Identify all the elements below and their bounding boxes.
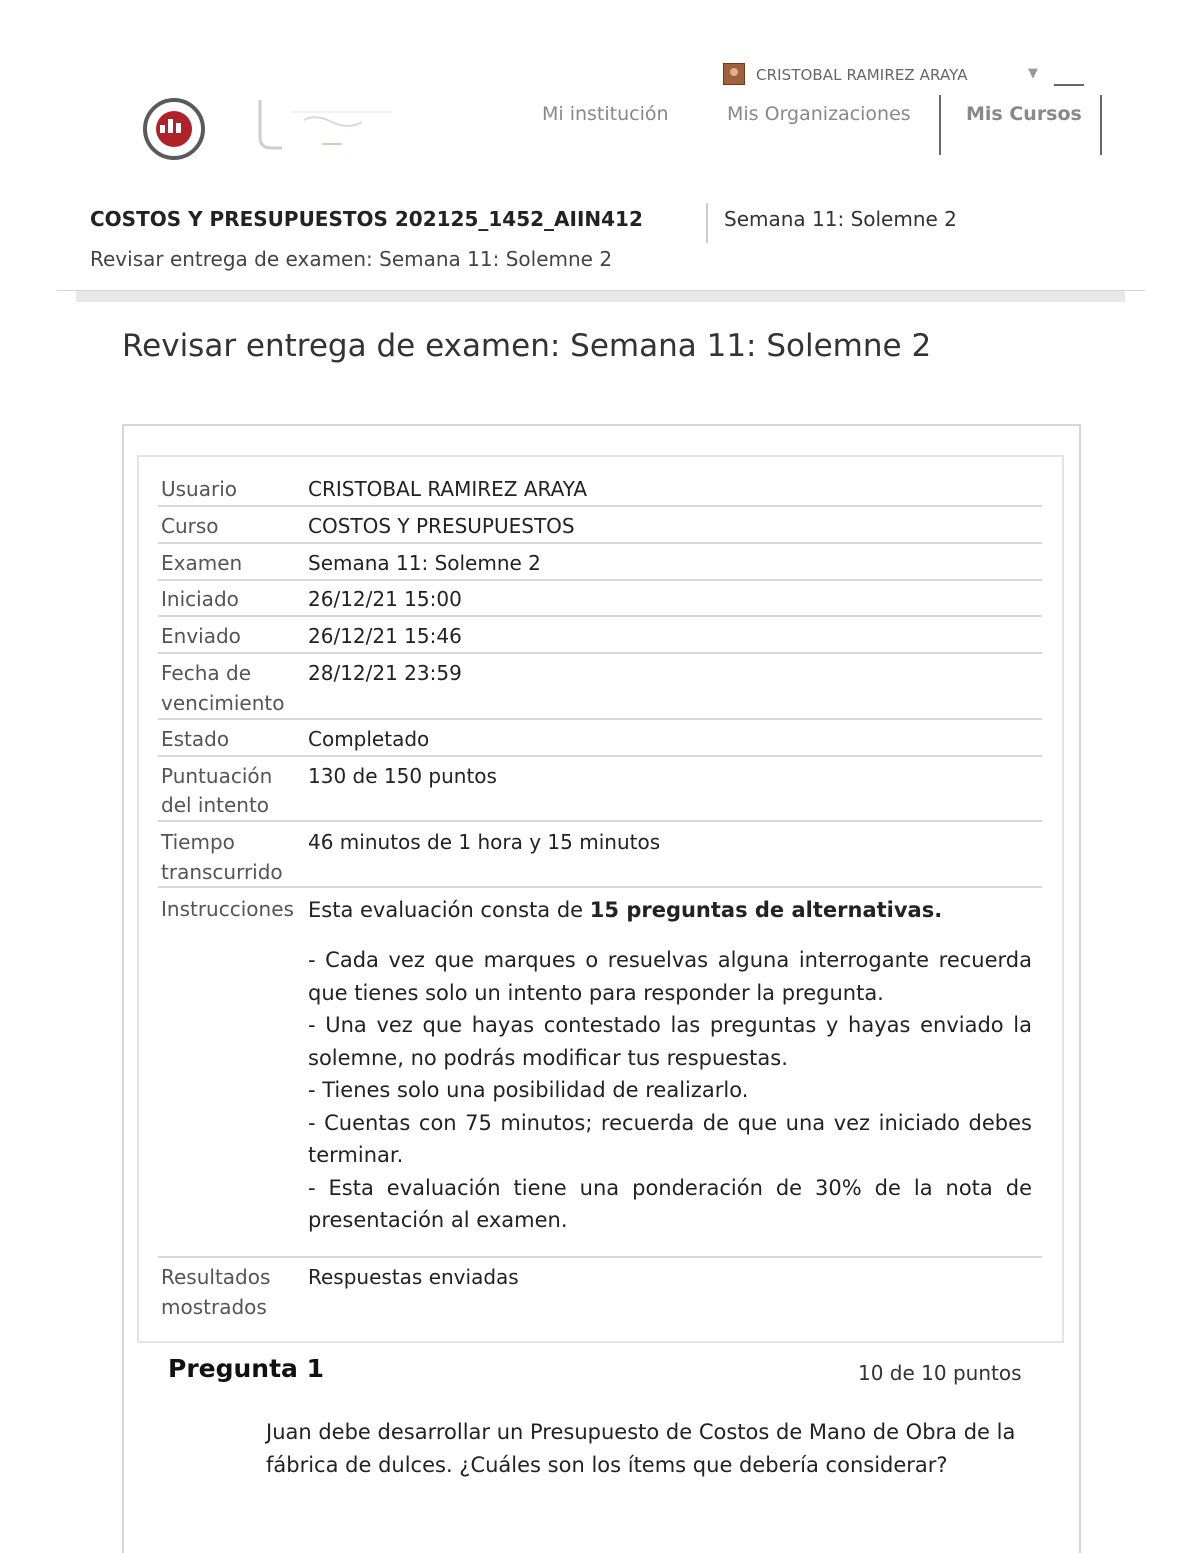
- page-title: Revisar entrega de examen: Semana 11: Solemne 2: [122, 328, 932, 364]
- value-iniciado: 26/12/21 15:00: [308, 587, 462, 611]
- question-text: Juan debe desarrollar un Presupuesto de Costos de Mano de Obra de la fábrica de dulces. ¿Cuáles son los ítems que debería considerar?: [266, 1420, 1016, 1477]
- institution-logo-icon[interactable]: [143, 98, 205, 160]
- value-enviado: 26/12/21 15:46: [308, 624, 462, 648]
- label-tiempo-2: transcurrido: [161, 860, 283, 884]
- nav-mis-organizaciones[interactable]: Mis Organizaciones: [727, 103, 911, 125]
- row-divider: [158, 579, 1042, 581]
- label-instrucciones: Instrucciones: [161, 897, 294, 921]
- row-divider: [158, 1256, 1042, 1258]
- user-name[interactable]: CRISTOBAL RAMIREZ ARAYA: [756, 66, 968, 84]
- value-estado: Completado: [308, 727, 430, 751]
- row-divider: [158, 542, 1042, 544]
- label-resultados-1: Resultados: [161, 1265, 271, 1289]
- question-title: Pregunta 1: [168, 1354, 325, 1383]
- value-tiempo: 46 minutos de 1 hora y 15 minutos: [308, 830, 661, 854]
- row-divider: [158, 718, 1042, 720]
- value-curso: COSTOS Y PRESUPUESTOS: [308, 514, 575, 538]
- header-band: [76, 291, 1125, 302]
- label-tiempo-1: Tiempo: [161, 830, 235, 854]
- instructions-intro: Esta evaluación consta de 15 preguntas de alternativas.: [308, 898, 943, 922]
- menu-indicator: [1054, 84, 1084, 86]
- value-puntuacion: 130 de 150 puntos: [308, 764, 497, 788]
- label-resultados-2: mostrados: [161, 1295, 267, 1319]
- row-divider: [158, 652, 1042, 654]
- institution-wordmark-icon: [252, 98, 394, 154]
- row-divider: [158, 755, 1042, 757]
- label-puntuacion-2: del intento: [161, 793, 270, 817]
- nav-mi-institucion[interactable]: Mi institución: [542, 103, 669, 125]
- value-resultados: Respuestas enviadas: [308, 1265, 519, 1289]
- breadcrumb-exam[interactable]: Semana 11: Solemne 2: [724, 207, 957, 231]
- label-iniciado: Iniciado: [161, 587, 239, 611]
- question-points: 10 de 10 puntos: [858, 1361, 1022, 1385]
- user-avatar[interactable]: [723, 63, 745, 85]
- nav-mis-cursos[interactable]: Mis Cursos: [966, 103, 1082, 125]
- label-fecha-vencimiento-2: vencimiento: [161, 691, 285, 715]
- nav-divider: [939, 95, 941, 155]
- instructions-body: - Cada vez que marques o resuelvas alguna interrogante recuerda que tienes solo un intento para responder la pregunta. - Una vez que hayas contestado las preguntas y hayas enviado la solemne, no podrás modificar tus respuestas. - Tienes solo una posibilidad de realizarlo. - Cuentas con 75 minutos; recuerda de que una vez iniciado debes terminar. - Esta evaluación tiene una ponderación de 30% de la nota de presentación al examen.: [308, 948, 1032, 1232]
- nav-divider: [1100, 95, 1102, 155]
- breadcrumb-divider: [706, 203, 708, 243]
- row-divider: [158, 615, 1042, 617]
- label-enviado: Enviado: [161, 624, 241, 648]
- course-link[interactable]: COSTOS Y PRESUPUESTOS 202125_1452_AIIN412: [90, 207, 643, 231]
- row-divider: [158, 820, 1042, 822]
- chevron-down-icon[interactable]: ▼: [1028, 66, 1038, 81]
- row-divider: [158, 505, 1042, 507]
- label-puntuacion-1: Puntuación: [161, 764, 273, 788]
- value-usuario: CRISTOBAL RAMIREZ ARAYA: [308, 477, 588, 501]
- label-fecha-vencimiento-1: Fecha de: [161, 661, 251, 685]
- instructions-emphasis: 15 preguntas de alternativas.: [589, 898, 943, 922]
- breadcrumb-current: Revisar entrega de examen: Semana 11: Solemne 2: [90, 247, 613, 271]
- label-estado: Estado: [161, 727, 230, 751]
- row-divider: [158, 886, 1042, 888]
- value-fecha-vencimiento: 28/12/21 23:59: [308, 661, 462, 685]
- value-examen: Semana 11: Solemne 2: [308, 551, 541, 575]
- label-usuario: Usuario: [161, 477, 238, 501]
- label-curso: Curso: [161, 514, 219, 538]
- label-examen: Examen: [161, 551, 243, 575]
